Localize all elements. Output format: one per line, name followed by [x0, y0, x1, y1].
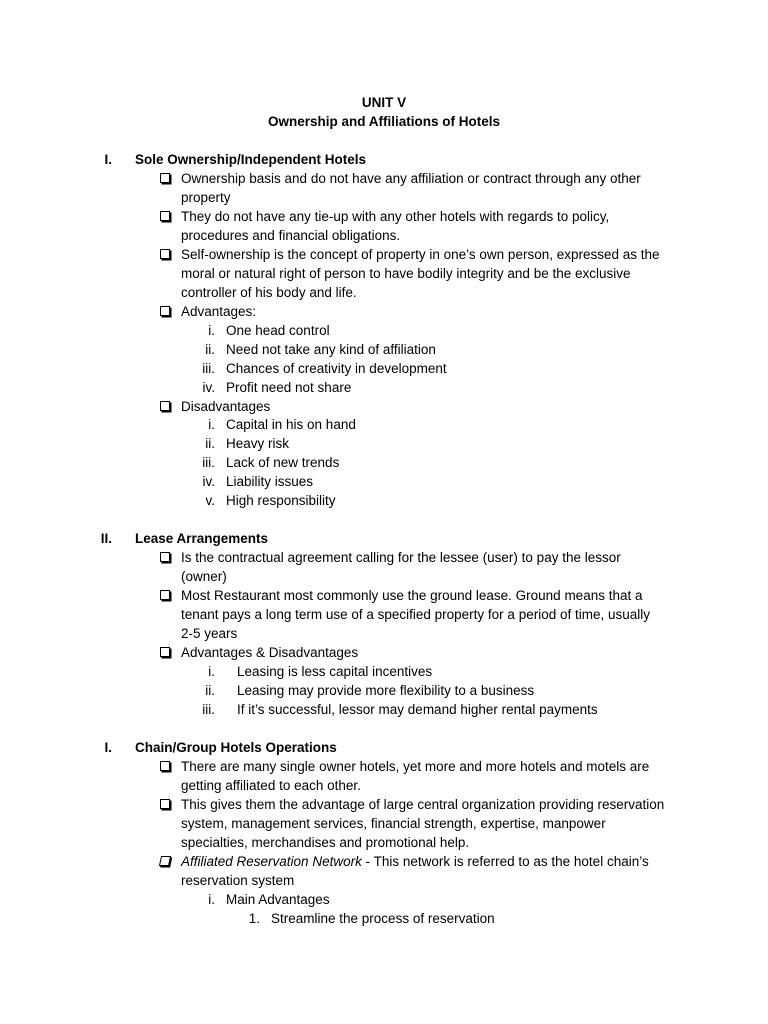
checkbox-bullet-icon [158, 169, 172, 188]
roman-numeral: ii. [205, 436, 215, 451]
list-item: If it’s successful, lessor may demand higher rental payments [237, 702, 598, 717]
roman-numeral: ii. [205, 683, 215, 698]
list-item: One head control [226, 323, 330, 338]
bullet-text: (owner) [181, 569, 227, 584]
checkbox-bullet-icon [158, 245, 172, 264]
checkbox-bullet-icon [158, 548, 172, 567]
bullet-text [181, 852, 681, 871]
checkbox-bullet-icon [158, 207, 172, 226]
list-item: Leasing may provide more flexibility to a business [237, 683, 535, 698]
list-item: Heavy risk [226, 436, 290, 451]
section-title: Lease Arrangements [135, 531, 269, 546]
bullet-text: property [181, 190, 231, 205]
roman-numeral: iv. [202, 380, 215, 395]
bullet-text: Self-ownership is the concept of property in one’s own person, expressed as the [181, 247, 660, 262]
roman-numeral: i. [208, 417, 215, 432]
list-item: Capital in his on hand [226, 417, 356, 432]
roman-numeral: iii. [202, 455, 215, 470]
bullet-text: Disadvantages [181, 399, 271, 414]
bullet-text: system, management services, financial strength, expertise, manpower [181, 816, 606, 831]
bullet-text: moral or natural right of person to have bodily integrity and be the exclusive [181, 266, 631, 281]
roman-numeral: ii. [205, 342, 215, 357]
bullet-text: Advantages & Disadvantages [181, 645, 359, 660]
checkbox-bullet-icon [158, 302, 172, 321]
roman-numeral: i. [208, 892, 215, 907]
list-item: Leasing is less capital incentives [237, 664, 433, 679]
section-title: Sole Ownership/Independent Hotels [135, 152, 367, 167]
bullet-text: getting affiliated to each other. [181, 778, 361, 793]
checkbox-bullet-icon [158, 795, 172, 814]
section-number: II. [100, 531, 112, 546]
page-title: Ownership and Affiliations of Hotels [267, 114, 500, 129]
section-number: I. [104, 152, 112, 167]
list-item: Liability issues [226, 474, 314, 489]
roman-numeral: i. [208, 323, 215, 338]
checkbox-bullet-icon [158, 643, 172, 662]
roman-numeral: iii. [202, 361, 215, 376]
roman-numeral: iii. [202, 702, 215, 717]
term-definition: - This network is referred to as the hotel chain’s [361, 854, 649, 869]
checkbox-bullet-icon [158, 397, 172, 416]
roman-numeral: v. [205, 493, 215, 508]
roman-numeral: iv. [202, 474, 215, 489]
section-number: I. [104, 740, 112, 755]
list-item: Need not take any kind of affiliation [226, 342, 436, 357]
list-item: Streamline the process of reservation [271, 911, 495, 926]
checkbox-bullet-icon [158, 586, 172, 605]
list-item: Main Advantages [226, 892, 330, 907]
list-item: Lack of new trends [226, 455, 340, 470]
bullet-text: Ownership basis and do not have any affiliation or contract through any other [181, 171, 641, 186]
arabic-numeral: 1. [248, 911, 260, 926]
bullet-text: reservation system [181, 873, 295, 888]
bullet-text: controller of his body and life. [181, 285, 357, 300]
roman-numeral: i. [208, 664, 215, 679]
bullet-text: specialties, merchandises and promotional help. [181, 835, 470, 850]
bullet-text: Advantages: [181, 304, 257, 319]
list-item: Chances of creativity in development [226, 361, 447, 376]
unit-heading: UNIT V [361, 95, 407, 110]
bullet-text: tenant pays a long term use of a specified property for a period of time, usually [181, 607, 651, 622]
bullet-text: This gives them the advantage of large central organization providing reservation [181, 797, 665, 812]
bullet-text: 2-5 years [181, 626, 238, 641]
bullet-text: Is the contractual agreement calling for the lessee (user) to pay the lessor [181, 550, 621, 565]
bullet-text: Most Restaurant most commonly use the ground lease. Ground means that a [181, 588, 643, 603]
checkbox-bullet-icon [158, 757, 172, 776]
bullet-text: They do not have any tie-up with any other hotels with regards to policy, [181, 209, 610, 224]
italic-term: Affiliated Reservation Network [181, 854, 362, 869]
list-item: Profit need not share [226, 380, 352, 395]
bullet-text: There are many single owner hotels, yet more and more hotels and motels are [181, 759, 650, 774]
section-title: Chain/Group Hotels Operations [135, 740, 337, 755]
bullet-text: procedures and financial obligations. [181, 228, 401, 243]
checkbox-bullet-icon [158, 852, 172, 871]
list-item: High responsibility [226, 493, 336, 508]
